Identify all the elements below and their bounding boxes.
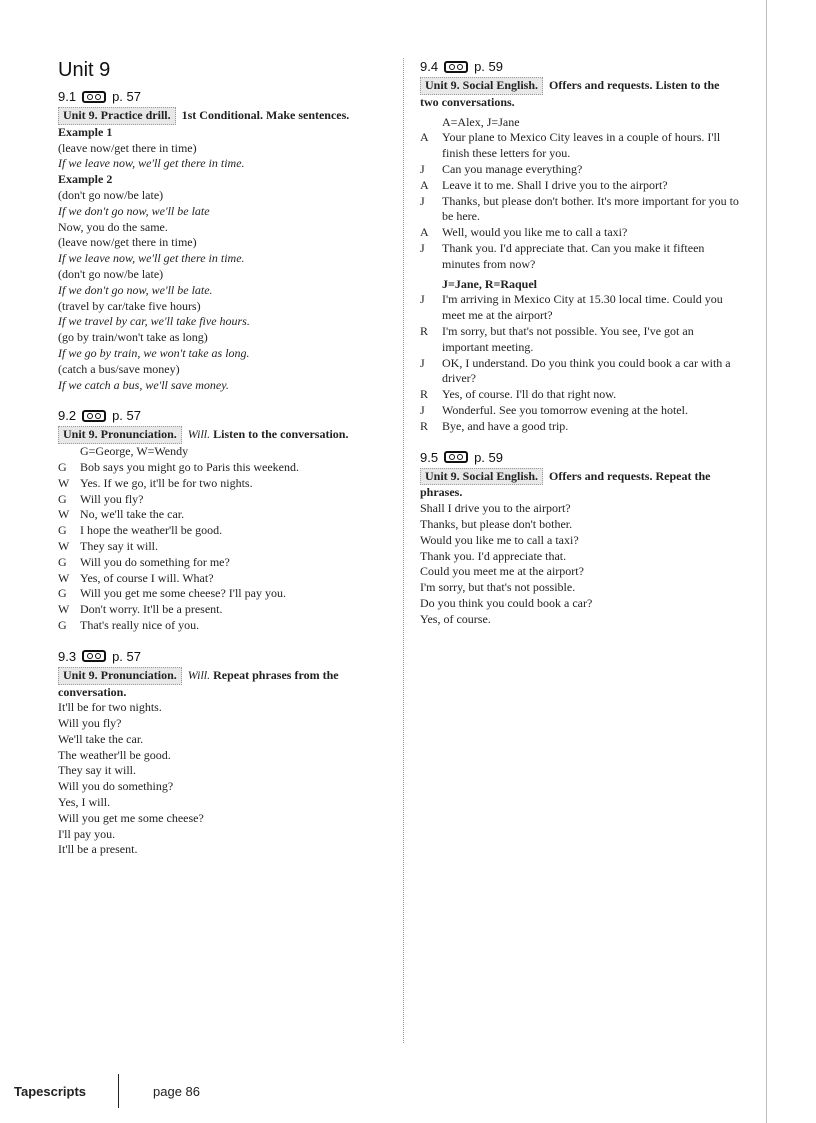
text-line: It'll be a present. — [58, 842, 138, 857]
section-intro — [420, 468, 740, 502]
speaker-key: G=George, W=Wendy — [80, 444, 189, 459]
column-divider — [403, 58, 404, 1043]
dialog — [420, 292, 740, 434]
track-tag: Unit 9. Pronunciation. — [58, 426, 182, 444]
speaker: R — [420, 418, 429, 433]
speaker-key: A=Alex, J=Jane — [442, 114, 520, 129]
footer-divider — [118, 1074, 119, 1108]
speaker: A — [420, 130, 429, 145]
dialog-line — [58, 507, 388, 523]
text-line: (catch a bus/save money) — [58, 361, 180, 376]
dialog-line — [420, 225, 740, 241]
speaker: J — [420, 402, 425, 417]
utterance: Yes, of course. I'll do that right now. — [442, 387, 617, 402]
text-line: If we go by train, we won't take as long. — [58, 345, 250, 360]
text-line: Would you like me to call a taxi? — [420, 532, 579, 547]
text-line: Thanks, but please don't bother. — [420, 516, 573, 531]
text-line: If we catch a bus, we'll save money. — [58, 377, 229, 392]
dialog-line — [58, 492, 388, 508]
section-intro — [58, 107, 388, 125]
text-line: Will you get me some cheese? — [58, 810, 204, 825]
dialog-line — [58, 523, 388, 539]
dialog-line — [58, 586, 388, 602]
dialog-line — [58, 460, 388, 476]
text-line: (travel by car/take five hours) — [58, 298, 201, 313]
speaker: G — [58, 586, 67, 601]
intro-text: 1st Conditional. Make sentences. — [181, 108, 350, 122]
utterance: Yes. If we go, it'll be for two nights. — [80, 475, 253, 490]
utterance: Will you do something for me? — [80, 554, 230, 569]
section-heading — [58, 648, 388, 665]
text-line: If we leave now, we'll get there in time. — [58, 251, 245, 266]
page-ref: p. 57 — [112, 648, 141, 664]
speaker: A — [420, 225, 429, 240]
page-ref: p. 57 — [112, 408, 141, 424]
text-line: Could you meet me at the airport? — [420, 564, 584, 579]
intro-text: Offers and requests. Repeat the phrases. — [420, 468, 711, 500]
utterance: Don't worry. It'll be a present. — [80, 602, 223, 617]
text-line: I'm sorry, but that's not possible. — [420, 580, 576, 595]
text-line: Example 1 — [58, 124, 113, 139]
speaker: J — [420, 240, 425, 255]
dialog-line — [420, 241, 740, 273]
utterance: Thanks, but please don't bother. It's more important for you to be here. — [442, 193, 739, 224]
intro-text: Offers and requests. Listen to the two conversations. — [420, 78, 720, 109]
speaker: G — [58, 459, 67, 474]
utterance: Will you get me some cheese? I'll pay you. — [80, 586, 286, 601]
text-line: They say it will. — [58, 763, 136, 778]
footer-section-name: Tapescripts — [14, 1083, 87, 1099]
utterance: I'm arriving in Mexico City at 15.30 local time. Could you meet me at the airport? — [442, 292, 723, 323]
speaker: W — [58, 570, 70, 585]
text-line: If we don't go now, we'll be late — [58, 203, 210, 218]
dialog-line — [58, 571, 388, 587]
speaker: R — [420, 323, 429, 338]
track-tag: Unit 9. Pronunciation. — [58, 667, 182, 685]
text-line: (leave now/get there in time) — [58, 235, 197, 250]
text-line: (go by train/won't take as long) — [58, 330, 208, 345]
text-line: If we travel by car, we'll take five hours. — [58, 314, 250, 329]
text-line: (don't go now/be late) — [58, 266, 164, 281]
speaker: G — [58, 491, 67, 506]
page-ref: p. 59 — [474, 59, 503, 74]
section-intro — [58, 667, 388, 701]
footer-page-number: page 86 — [153, 1083, 200, 1099]
text-line: Yes, I will. — [58, 795, 111, 810]
section-number: 9.1 — [58, 89, 77, 104]
text-line: Thank you. I'd appreciate that. — [420, 548, 567, 563]
text-line: Do you think you could book a car? — [420, 595, 593, 610]
utterance: Leave it to me. Shall I drive you to the airport? — [442, 177, 668, 192]
text-line: We'll take the car. — [58, 731, 144, 746]
phrase-lines — [58, 700, 388, 858]
utterance: Can you manage everything? — [442, 161, 583, 176]
section-number: 9.4 — [420, 59, 439, 74]
dialog-line — [420, 292, 740, 324]
track-tag: Unit 9. Social English. — [420, 468, 543, 486]
utterance: They say it will. — [80, 538, 158, 553]
dialog-line — [58, 476, 388, 492]
intro-emphasis: Will. — [187, 667, 211, 682]
right-column — [420, 58, 740, 642]
section-heading — [58, 407, 388, 424]
dialog-line — [420, 387, 740, 403]
text-line: I'll pay you. — [58, 826, 116, 841]
dialog-line — [420, 403, 740, 419]
section-heading — [420, 58, 740, 75]
utterance: I'm sorry, but that's not possible. You see, I've got an important meeting. — [442, 323, 694, 354]
utterance: Will you fly? — [80, 491, 144, 506]
speaker: J — [420, 292, 425, 307]
speaker: W — [58, 507, 70, 522]
speaker: W — [58, 475, 70, 490]
text-line: The weather'll be good. — [58, 747, 171, 762]
dialog-line — [420, 324, 740, 356]
speaker: R — [420, 387, 429, 402]
dialog-line — [420, 178, 740, 194]
cd-icon — [82, 91, 106, 103]
text-line: Will you do something? — [58, 779, 174, 794]
utterance: Bye, and have a good trip. — [442, 418, 569, 433]
page-footer — [14, 1074, 200, 1108]
section-number: 9.3 — [58, 648, 77, 664]
intro-text: Will. Listen to the conversation. — [187, 427, 349, 442]
dialog-line — [58, 602, 388, 618]
utterance: Bob says you might go to Paris this weekend. — [80, 459, 299, 474]
text-line: If we don't go now, we'll be late. — [58, 282, 213, 297]
utterance: Well, would you like me to call a taxi? — [442, 225, 628, 240]
section-9-3 — [58, 648, 388, 859]
speaker: G — [58, 617, 67, 632]
section-intro — [58, 426, 388, 444]
dialog — [58, 460, 388, 634]
speaker: J — [420, 355, 425, 370]
unit-title: Unit 9 — [58, 59, 111, 81]
speaker: J — [420, 161, 425, 176]
utterance: Your plane to Mexico City leaves in a couple of hours. I'll finish these letters for you. — [442, 130, 721, 161]
speaker: J — [420, 193, 425, 208]
speaker: G — [58, 554, 67, 569]
utterance: OK, I understand. Do you think you could book a car with a driver? — [442, 355, 731, 386]
utterance: No, we'll take the car. — [80, 507, 185, 522]
speaker: W — [58, 602, 70, 617]
dialog-line — [420, 194, 740, 226]
text-line: (don't go now/be late) — [58, 187, 164, 202]
cd-icon — [444, 61, 468, 73]
section-9-5 — [420, 449, 740, 628]
cd-icon — [82, 650, 106, 662]
text-line: If we leave now, we'll get there in time. — [58, 156, 245, 171]
section-number: 9.5 — [420, 449, 439, 465]
section-9-4 — [420, 58, 740, 435]
utterance: Wonderful. See you tomorrow evening at the hotel. — [442, 402, 688, 417]
dialog — [420, 130, 740, 272]
track-tag: Unit 9. Practice drill. — [58, 107, 176, 125]
text-line: Shall I drive you to the airport? — [420, 501, 571, 516]
utterance: That's really nice of you. — [80, 617, 200, 632]
drill-lines — [58, 125, 388, 394]
section-number: 9.2 — [58, 408, 77, 424]
dialog-line — [58, 539, 388, 555]
speaker: W — [58, 538, 70, 553]
text-line: Now, you do the same. — [58, 219, 168, 234]
cd-icon — [82, 410, 106, 422]
cd-icon — [444, 451, 468, 463]
utterance: Yes, of course I will. What? — [80, 570, 214, 585]
phrase-lines — [420, 501, 740, 627]
dialog-line — [58, 555, 388, 571]
speaker: A — [420, 177, 429, 192]
dialog-line — [58, 618, 388, 634]
intro-text: Will. Repeat phrases from the conversation. — [58, 667, 339, 699]
dialog-line — [420, 162, 740, 178]
page-edge-rule — [766, 0, 767, 1123]
text-line: (leave now/get there in time) — [58, 140, 197, 155]
dialog-line — [420, 130, 740, 162]
section-heading — [420, 449, 740, 466]
speaker: G — [58, 523, 67, 538]
text-line: Yes, of course. — [420, 611, 491, 626]
text-line: Example 2 — [58, 172, 113, 187]
section-heading — [58, 88, 388, 105]
utterance: Thank you. I'd appreciate that. Can you make it fifteen minutes from now? — [442, 240, 705, 271]
text-line: It'll be for two nights. — [58, 700, 162, 715]
dialog-line — [420, 356, 740, 388]
section-intro — [420, 77, 740, 111]
left-column — [58, 58, 388, 872]
text-line: Will you fly? — [58, 716, 122, 731]
utterance: I hope the weather'll be good. — [80, 523, 223, 538]
page-ref: p. 59 — [474, 449, 503, 465]
dialog-line — [420, 419, 740, 435]
section-9-1 — [58, 88, 388, 393]
track-tag: Unit 9. Social English. — [420, 77, 543, 95]
speaker-key: J=Jane, R=Raquel — [442, 276, 538, 291]
intro-emphasis: Will. — [187, 427, 211, 442]
section-9-2 — [58, 407, 388, 633]
page-ref: p. 57 — [112, 89, 141, 104]
